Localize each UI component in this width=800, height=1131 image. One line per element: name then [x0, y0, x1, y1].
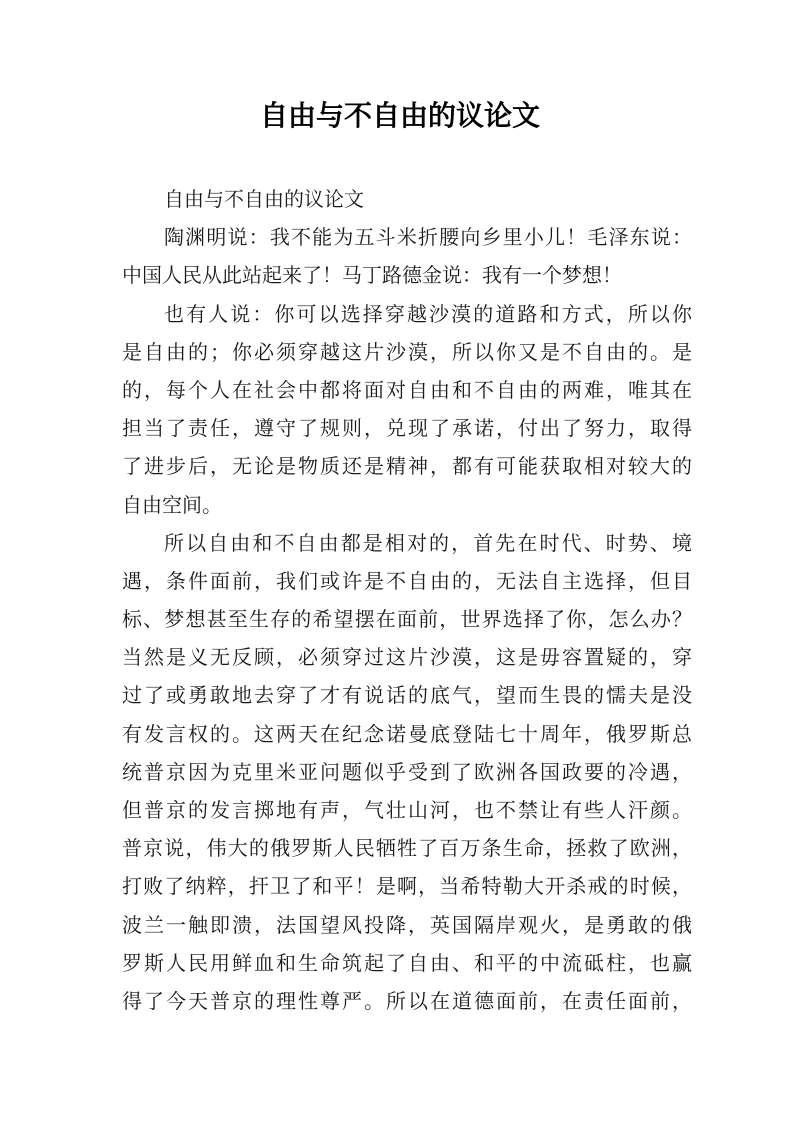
paragraph-line: 中国人民从此站起来了！马丁路德金说：我有一个梦想！ [122, 263, 622, 288]
paragraph-line: 担当了责任，遵守了规则，兑现了承诺，付出了努力，取得 [122, 416, 692, 441]
document-title: 自由与不自由的议论文 [259, 99, 540, 132]
paragraph-line: 是自由的；你必须穿越这片沙漠，所以你又是不自由的。是 [122, 339, 692, 364]
paragraph-line: 得了今天普京的理性尊严。所以在道德面前，在责任面前， [122, 988, 692, 1013]
paragraph-line: 自由空间。 [122, 492, 222, 517]
paragraph-line: 也有人说：你可以选择穿越沙漠的道路和方式，所以你 [164, 301, 692, 326]
paragraph-line: 了进步后，无论是物质还是精神，都有可能获取相对较大的 [122, 454, 692, 479]
paragraph-line: 但普京的发言掷地有声，气壮山河，也不禁让有些人汗颜。 [122, 798, 692, 822]
paragraph-line: 罗斯人民用鲜血和生命筑起了自由、和平的中流砥柱，也赢 [122, 950, 692, 975]
paragraph-line: 陶渊明说：我不能为五斗米折腰向乡里小儿！毛泽东说： [164, 225, 692, 250]
paragraph-line: 打败了纳粹，扞卫了和平！是啊，当希特勒大开杀戒的时候， [122, 874, 692, 899]
document-body [122, 180, 692, 1020]
paragraph-line: 当然是义无反顾，必须穿过这片沙漠，这是毋容置疑的，穿 [122, 645, 692, 670]
paragraph-relative-freedom [122, 524, 692, 1020]
paragraph-line: 遇，条件面前，我们或许是不自由的，无法自主选择，但目 [122, 568, 692, 593]
paragraph-line: 自由与不自由的议论文 [164, 187, 364, 211]
paragraph-subtitle [122, 180, 692, 218]
paragraph-quotes [122, 218, 692, 294]
paragraph-line: 有发言权的。这两天在纪念诺曼底登陆七十周年，俄罗斯总 [122, 721, 692, 746]
paragraph-line: 普京说，伟大的俄罗斯人民牺牲了百万条生命，拯救了欧洲， [122, 836, 692, 861]
paragraph-line: 的，每个人在社会中都将面对自由和不自由的两难，唯其在 [122, 377, 692, 402]
paragraph-line: 所以自由和不自由都是相对的，首先在时代、时势、境 [164, 530, 692, 555]
paragraph-line: 过了或勇敢地去穿了才有说话的底气，望而生畏的懦夫是没 [122, 683, 692, 708]
paragraph-line: 波兰一触即溃，法国望风投降，英国隔岸观火，是勇敢的俄 [122, 912, 692, 937]
paragraph-line: 统普京因为克里米亚问题似乎受到了欧洲各国政要的冷遇， [122, 759, 692, 784]
paragraph-desert [122, 295, 692, 524]
paragraph-line: 标、梦想甚至生存的希望摆在面前，世界选择了你，怎么办？ [122, 607, 692, 632]
